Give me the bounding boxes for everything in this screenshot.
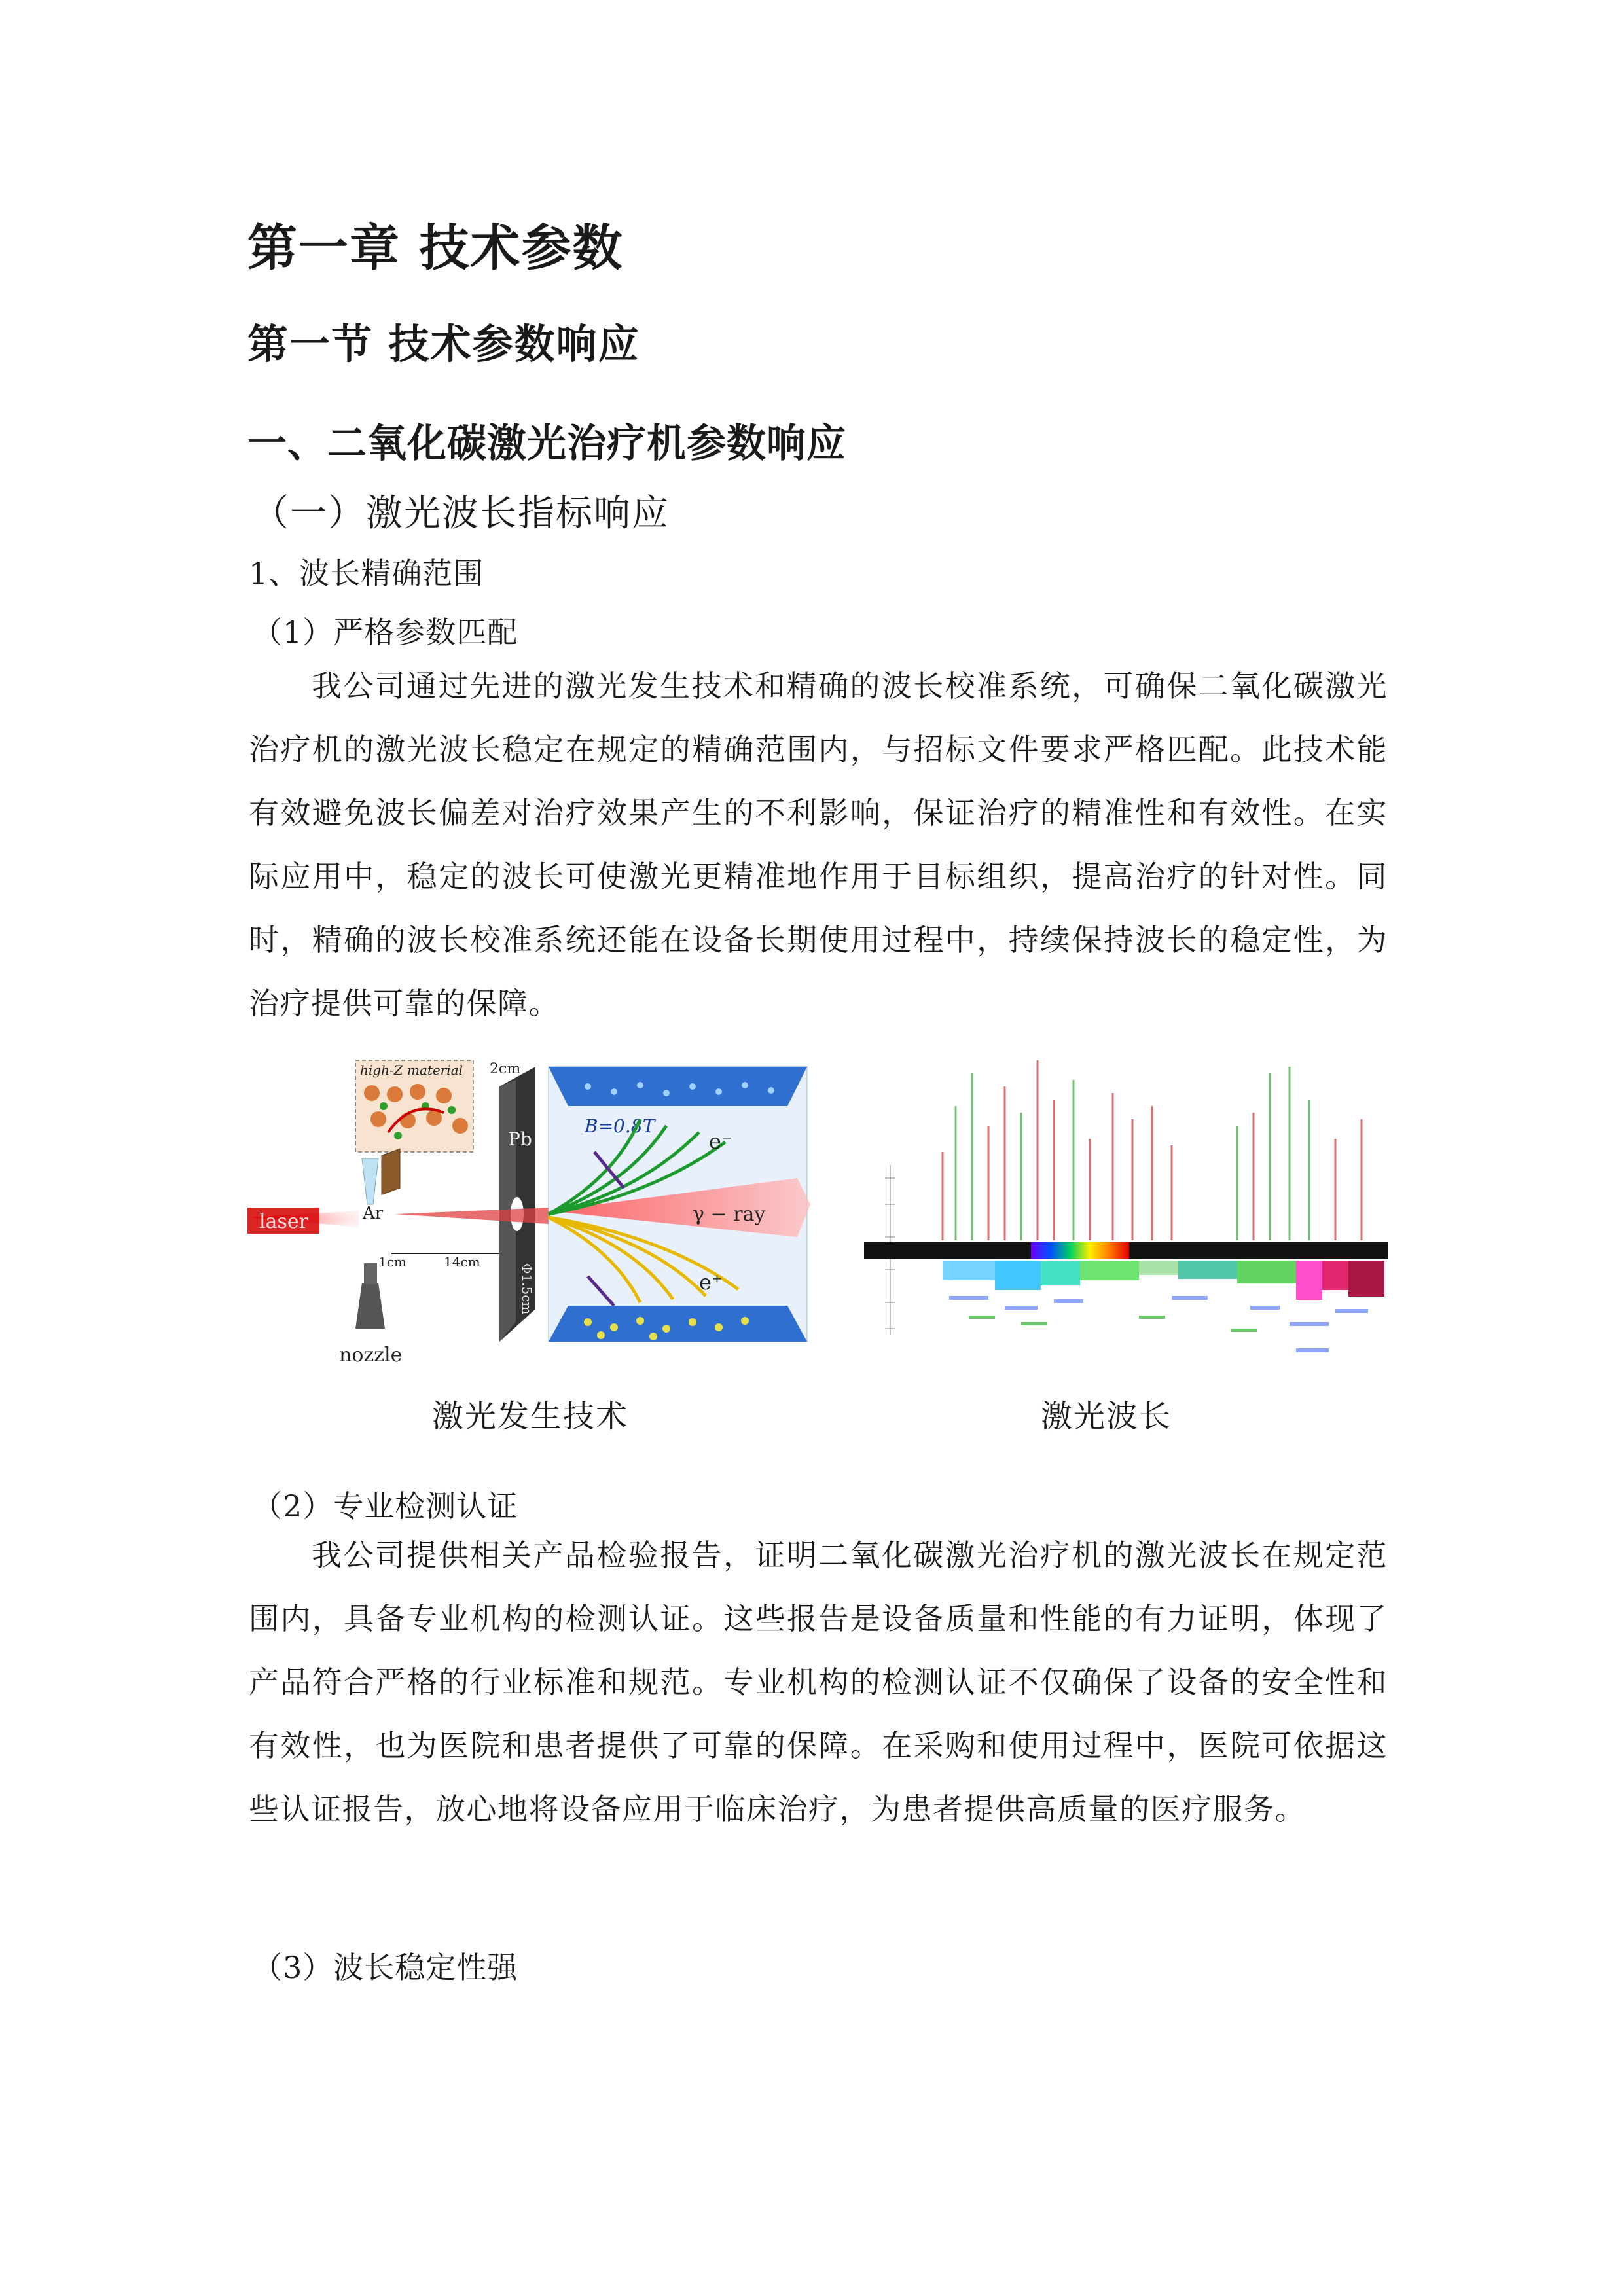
label-dist-1: 1cm <box>378 1254 406 1270</box>
chapter-title: 第一章 技术参数 <box>247 219 624 277</box>
spectral-lines <box>943 1060 1362 1240</box>
section-title: 第一节 技术参数响应 <box>247 320 640 368</box>
label-thickness: 2cm <box>490 1061 521 1077</box>
label-argon: Ar <box>363 1204 384 1223</box>
heading-2: （一）激光波长指标响应 <box>252 492 670 535</box>
heading-3: 1、波长精确范围 <box>249 556 484 591</box>
target-foil <box>382 1149 400 1194</box>
label-laser: laser <box>259 1210 308 1233</box>
sub-heading-3: （3）波长稳定性强 <box>252 1950 518 1985</box>
label-material: high-Z material <box>360 1062 463 1078</box>
label-positron: e⁺ <box>699 1270 723 1295</box>
paragraph-2: 我公司提供相关产品检验报告，证明二氧化碳激光治疗机的激光波长在规定范围内，具备专业机构的检测认证。这些报告是设备质量和性能的有力证明，体现了产品符合严格的行业标准和规范。专业机构的检测认证不仅确保了设备的安全性和有效性，也为医院和患者提供了可靠的保障。在采购和使用过程中，医院可依据这些认证报告，放心地将设备应用于临床治疗，为患者提供高质量的医疗服务。 <box>249 1537 1388 1827</box>
label-dist-2: 14cm <box>444 1254 480 1270</box>
label-diameter: Φ1.5cm <box>519 1263 535 1315</box>
laser-wavelength-figure <box>864 1047 1388 1394</box>
nozzle-body <box>355 1283 385 1329</box>
laser-generation-figure <box>247 1047 817 1374</box>
heading-1: 一、二氧化碳激光治疗机参数响应 <box>247 421 846 467</box>
figure-left-caption: 激光发生技术 <box>431 1398 628 1435</box>
laser-bars <box>943 1261 1384 1300</box>
visible-spectrum <box>1031 1242 1129 1259</box>
paragraph-1: 我公司通过先进的激光发生技术和精确的波长校准系统，可确保二氧化碳激光治疗机的激光波长稳定在规定的精确范围内，与招标文件要求严格匹配。此技术能有效避免波长偏差对治疗效果产生的不利影响，保证治疗的精准性和有效性。在实际应用中，稳定的波长可使激光更精准地作用于目标组织，提高治疗的针对性。同时，精确的波长校准系统还能在设备长期使用过程中，持续保持波长的稳定性，为治疗提供可靠的保障。 <box>249 668 1388 1021</box>
sub-heading-1: （1）严格参数匹配 <box>252 615 518 650</box>
sub-heading-2: （2）专业检测认证 <box>252 1488 518 1524</box>
label-lead: Pb <box>508 1128 532 1150</box>
figure-right-caption: 激光波长 <box>1040 1398 1172 1435</box>
label-nozzle: nozzle <box>339 1344 403 1367</box>
gas-jet <box>362 1158 378 1204</box>
label-gamma: γ − ray <box>693 1203 766 1226</box>
label-field: B=0.8T <box>585 1115 655 1137</box>
label-electron: e⁻ <box>709 1129 732 1154</box>
